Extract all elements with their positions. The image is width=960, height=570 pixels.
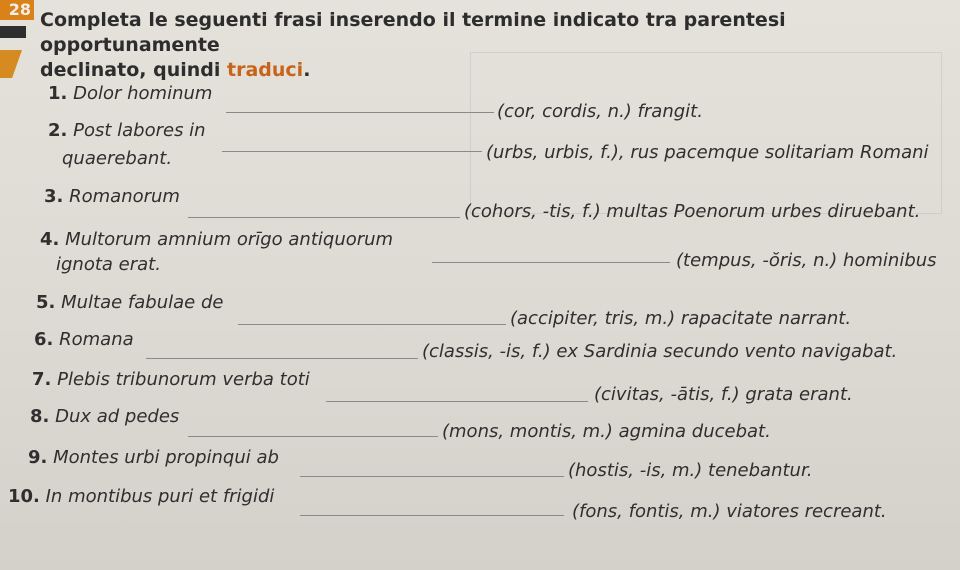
exercise-1-blank[interactable] [226, 112, 494, 113]
exercise-2-cont: quaerebant. [62, 148, 173, 169]
exercise-3-right: (cohors, -tis, f.) multas Poenorum urbes diruebant. [464, 201, 921, 222]
exercise-8-blank[interactable] [188, 436, 438, 437]
exercise-text: Dolor hominum [73, 83, 213, 104]
exercise-number: 3. [44, 186, 64, 207]
exercise-number: 10. [8, 486, 40, 507]
exercise-8-left [30, 406, 179, 427]
exercise-3-left [44, 186, 180, 207]
exercise-2-blank[interactable] [222, 151, 482, 152]
exercise-text: Multorum amnium orīgo antiquorum [65, 229, 394, 250]
exercise-number: 1. [48, 83, 68, 104]
exercise-7-blank[interactable] [326, 401, 588, 402]
exercise-10-blank[interactable] [300, 515, 564, 516]
exercise-6-left [34, 329, 134, 350]
exercise-number: 6. [34, 329, 54, 350]
exercise-2-left [48, 120, 206, 141]
exercise-number: 4. [40, 229, 60, 250]
exercise-text: Plebis tribunorum verba toti [57, 369, 310, 390]
exercise-number: 7. [32, 369, 52, 390]
exercise-3-blank[interactable] [188, 217, 460, 218]
exercise-1-right: (cor, cordis, n.) frangit. [497, 101, 703, 122]
exercise-6-blank[interactable] [146, 358, 418, 359]
exercise-number-badge: 28 [0, 0, 34, 20]
exercise-10-left [8, 486, 274, 507]
exercise-10-right: (fons, fontis, m.) viatores recreant. [572, 501, 887, 522]
exercise-text: Romana [59, 329, 134, 350]
exercise-4-cont: ignota erat. [56, 254, 161, 275]
exercise-text: Romanorum [69, 186, 180, 207]
badge-decoration [0, 50, 22, 78]
exercise-2-right: (urbs, urbis, f.), rus pacemque solitariam Romani [486, 142, 929, 163]
instruction-line-1: Completa le seguenti frasi inserendo il termine indicato tra parentesi opportunamente [40, 9, 786, 56]
exercise-4-blank[interactable] [432, 262, 670, 263]
instruction-text [40, 8, 940, 83]
instruction-accent: traduci [227, 59, 304, 81]
exercise-text: In montibus puri et frigidi [45, 486, 275, 507]
badge-stripe [0, 26, 26, 38]
instruction-end: . [303, 59, 311, 81]
exercise-9-blank[interactable] [300, 476, 564, 477]
exercise-7-left [32, 369, 310, 390]
exercise-5-blank[interactable] [238, 324, 506, 325]
exercise-text: Montes urbi propinqui ab [53, 447, 279, 468]
exercise-4-left [40, 229, 393, 250]
exercise-number: 2. [48, 120, 68, 141]
instruction-line-2: declinato, quindi [40, 59, 227, 81]
exercise-text: Post labores in [73, 120, 206, 141]
exercise-4-right: (tempus, -ŏris, n.) hominibus [676, 250, 937, 271]
exercise-9-right: (hostis, -is, m.) tenebantur. [568, 460, 813, 481]
exercise-7-right: (civitas, -ātis, f.) grata erant. [594, 384, 853, 405]
exercise-1-left [48, 83, 212, 104]
exercise-8-right: (mons, montis, m.) agmina ducebat. [442, 421, 771, 442]
exercise-number: 5. [36, 292, 56, 313]
exercise-9-left [28, 447, 279, 468]
exercise-5-right: (accipiter, tris, m.) rapacitate narrant. [510, 308, 852, 329]
exercise-6-right: (classis, -is, f.) ex Sardinia secundo vento navigabat. [422, 341, 898, 362]
exercise-number: 8. [30, 406, 50, 427]
exercise-text: Multae fabulae de [61, 292, 224, 313]
exercise-number: 9. [28, 447, 48, 468]
exercise-5-left [36, 292, 223, 313]
exercise-text: Dux ad pedes [55, 406, 180, 427]
